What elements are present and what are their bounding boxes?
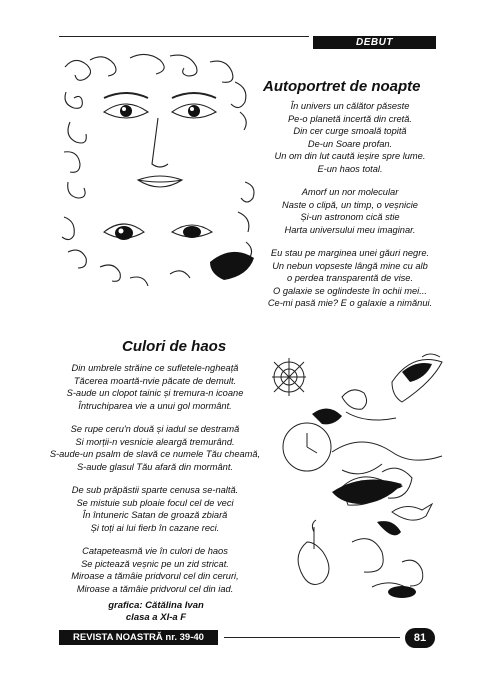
poem-line: Se mistuie sub ploaie focul cel de veci [76,497,234,508]
chaos-illustration [272,352,447,607]
credit-class: clasa a XI-a F [125,612,187,623]
poem-line: S-aude-un psalm de slavă ce numele Tău cheamă, [49,449,261,459]
poem-line: o perdea transparentă de vise. [286,273,414,283]
poem-line: Și-un astronom cică stie [300,212,400,222]
poem-line: Amorf un nor molecular [301,187,399,197]
poem-line: Se rupe ceru'n două și iadul se destramă [70,424,240,434]
poem-line: O galaxie se oglindeste în ochii mei... [273,285,427,296]
poem-line: Si morții-n vesnicie aleargă tremurând. [75,436,235,447]
poem-line: E-un haos total. [317,163,383,174]
footer-rule [224,637,400,638]
section-tag: DEBUT [313,36,436,49]
poem-line: În întuneric Satan de groază zbiară [82,510,228,520]
poem2-stanza [40,484,270,534]
credit-author: grafica: Cătălina Ivan [108,600,204,611]
poem-line: Catapeteasmă vie în culori de haos [82,546,228,556]
poem-line: În univers un călător păseste [290,101,410,111]
poem-line: De sub prăpăstii sparte cenusa se-naltă. [71,485,239,495]
poem-line: Tăcerea moartă-nvie păcate de demult. [73,375,237,386]
poem2-stanza [40,545,270,595]
poem-line: Naste o clipă, un timp, o veșnicie [282,199,418,210]
poem-line: Miroase a tămâie pridvorul cel din ceruri, [71,571,239,581]
poem-line: Și toți ai lui fierb în cazane reci. [90,522,220,533]
poem1-stanza [250,186,450,236]
poem1-body [250,100,450,321]
poem-line: Harta universului meu imaginar. [284,224,416,235]
poem1-title: Autoportret de noapte [263,78,421,95]
poem-line: Pe-o planetă incertă din cretă. [287,113,413,124]
face-illustration [60,52,260,292]
poem-line: Miroase a tămâie pridvorul cel din iad. [76,583,234,594]
header-rule [59,36,309,37]
poem-line: De-un Soare profan. [307,138,393,149]
poem2-stanza [40,423,270,473]
poem2-title: Culori de haos [122,338,227,355]
poem-line: Întruchiparea vie a unui gol mormânt. [78,400,232,411]
page-number: 81 [405,628,435,648]
poem1-stanza [250,100,450,175]
illustration-credit [96,600,216,624]
poem2-stanza [40,362,270,412]
poem-line: Din cer curge smoală topită [293,126,407,136]
poem-line: Din umbrele străine ce sufletele-ngheață [71,363,239,373]
poem2-body [40,362,270,606]
poem-line: S-aude un clopot tainic și tremura-n icoane [66,388,244,398]
poem-line: Un om din lut caută ieșire spre lume. [274,151,426,161]
magazine-label: REVISTA NOASTRĂ nr. 39-40 [59,630,218,645]
poem1-stanza [250,247,450,310]
poem-line: S-aude glasul Tău afară din mormânt. [76,461,234,472]
poem-line: Ce-mi pasă mie? E o galaxie a nimănui. [267,298,433,308]
poem-line: Se pictează veșnic pe un zid stricat. [81,558,229,569]
poem-line: Un nebun vopseste lângă mine cu alb [272,260,428,271]
poem-line: Eu stau pe marginea unei găuri negre. [270,248,430,258]
